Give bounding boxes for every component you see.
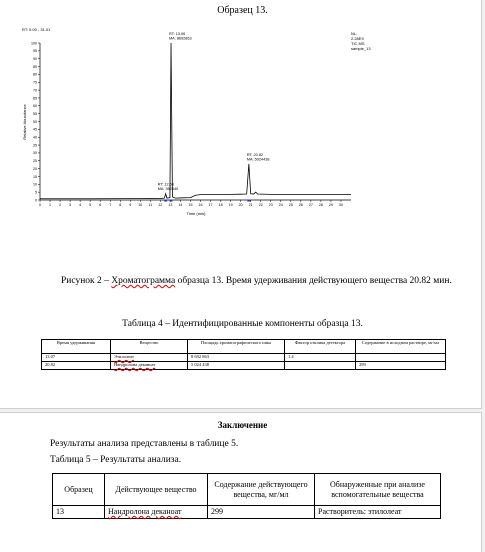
x-tick-label: 30 xyxy=(338,203,343,207)
x-tick-label: 12 xyxy=(158,203,163,207)
peak-rt-label: RT: 20.82 xyxy=(246,152,264,157)
y-tick-label: 75 xyxy=(33,80,37,85)
table-5 xyxy=(52,473,441,519)
peak-ma-label: MA: 8692863 xyxy=(169,36,192,41)
conclusion-heading: Заключение xyxy=(217,420,268,430)
tick-marks xyxy=(31,41,343,207)
peak-labels xyxy=(158,32,270,202)
y-tick-label: 5 xyxy=(35,190,37,195)
info-line: TIC MS xyxy=(351,41,365,46)
axes xyxy=(40,43,351,200)
peak-ma-label: MA: 5024438 xyxy=(246,157,270,162)
x-tick-label: 14 xyxy=(178,203,183,207)
x-tick-label: 23 xyxy=(268,203,273,207)
y-tick-label: 95 xyxy=(33,49,37,54)
x-tick-label: 6 xyxy=(99,203,102,207)
x-tick-label: 24 xyxy=(278,203,283,207)
x-tick-label: 10 xyxy=(138,203,143,207)
y-tick-label: 20 xyxy=(33,166,37,171)
figure-caption: Рисунок 2 – Хроматограмма образца 13. Время удерживания действующего вещества 20.82 мин. xyxy=(61,276,452,286)
table-row: 13 Нандролона деканоат 299 Растворитель: этилолеат xyxy=(53,506,441,519)
x-tick-label: 8 xyxy=(119,203,122,207)
chromatogram xyxy=(20,24,371,220)
x-tick-label: 29 xyxy=(328,203,333,207)
x-tick-label: 22 xyxy=(258,203,263,207)
table-row: 13.07 Этилолеат 8 692 863 1.4 xyxy=(42,354,446,362)
x-tick-label: 21 xyxy=(248,203,253,207)
x-tick-label: 7 xyxy=(109,203,112,207)
peak-rt-label: RT: 13.06 xyxy=(169,32,186,36)
x-tick-label: 5 xyxy=(89,203,92,207)
conclusion-text: Результаты анализа представлены в таблице 5. xyxy=(50,439,239,449)
x-tick-label: 25 xyxy=(288,203,293,207)
peak-ma-label: MA: 352440 xyxy=(157,187,179,192)
x-tick-label: 13 xyxy=(168,203,173,207)
y-tick-label: 80 xyxy=(33,72,37,77)
x-tick-label: 27 xyxy=(308,203,313,207)
y-tick-label: 35 xyxy=(33,143,37,148)
peak-rt-label: RT: 12.53 xyxy=(157,182,174,187)
y-tick-label: 85 xyxy=(33,64,37,69)
y-axis-label: Relative Abundance xyxy=(22,104,27,140)
y-tick-label: 70 xyxy=(33,88,37,93)
x-tick-label: 17 xyxy=(208,203,213,207)
peak-marker xyxy=(170,200,173,202)
y-tick-label: 0 xyxy=(35,198,37,203)
y-tick-label: 15 xyxy=(33,174,37,179)
x-tick-label: 18 xyxy=(218,203,223,207)
table-header: Образец Действующее вещество Содержание действующего вещества, мг/мл Обнаруженные при анализе вспомогательные вещества xyxy=(53,474,441,506)
table-header: Время удерживания Вещество Площадь хроматографического пика Фактор отклика детектора Содержание в исходном растворе, мг/мл xyxy=(42,340,446,354)
y-tick-label: 25 xyxy=(33,159,37,164)
y-tick-label: 90 xyxy=(33,57,37,61)
x-tick-label: 4 xyxy=(79,203,82,207)
y-tick-label: 30 xyxy=(33,151,37,156)
x-tick-label: 19 xyxy=(228,203,233,207)
table-row: 20.82 Нандролона деканоат 5 024 438 299 xyxy=(42,362,446,370)
y-tick-label: 65 xyxy=(33,96,37,101)
chromatogram-trace xyxy=(40,43,351,199)
y-tick-label: 55 xyxy=(33,111,37,116)
x-tick-label: 20 xyxy=(238,203,243,207)
info-line: 2.28E9 xyxy=(351,36,364,41)
y-tick-label: 10 xyxy=(33,182,37,187)
x-tick-label: 0 xyxy=(39,203,41,207)
x-tick-label: 11 xyxy=(148,203,153,207)
info-line: sample_13 xyxy=(351,46,371,51)
x-tick-label: 16 xyxy=(198,203,203,207)
x-tick-label: 1 xyxy=(49,203,52,207)
x-tick-label: 9 xyxy=(129,203,132,207)
x-tick-label: 26 xyxy=(298,203,303,207)
y-tick-label: 45 xyxy=(33,127,37,132)
y-tick-label: 50 xyxy=(33,119,37,124)
peak-marker xyxy=(247,200,250,202)
x-tick-label: 15 xyxy=(188,203,193,207)
x-tick-label: 28 xyxy=(318,203,323,207)
peak-marker xyxy=(164,200,167,202)
x-tick-label: 2 xyxy=(59,203,62,207)
rt-range-label: RT: 0.00 - 31.01 xyxy=(22,27,51,32)
table4-caption: Таблица 4 – Идентифицированные компоненты образца 13. xyxy=(122,319,363,329)
x-tick-label: 3 xyxy=(69,203,72,207)
table-4 xyxy=(41,339,446,370)
table5-caption: Таблица 5 – Результаты анализа. xyxy=(50,455,182,465)
y-tick-label: 60 xyxy=(33,104,37,109)
x-axis-label: Time (min) xyxy=(186,211,206,216)
sample-title: Образец 13. xyxy=(217,5,268,16)
y-tick-label: 40 xyxy=(33,135,37,140)
y-tick-label: 100 xyxy=(31,41,37,46)
info-line: NL: xyxy=(351,31,358,36)
